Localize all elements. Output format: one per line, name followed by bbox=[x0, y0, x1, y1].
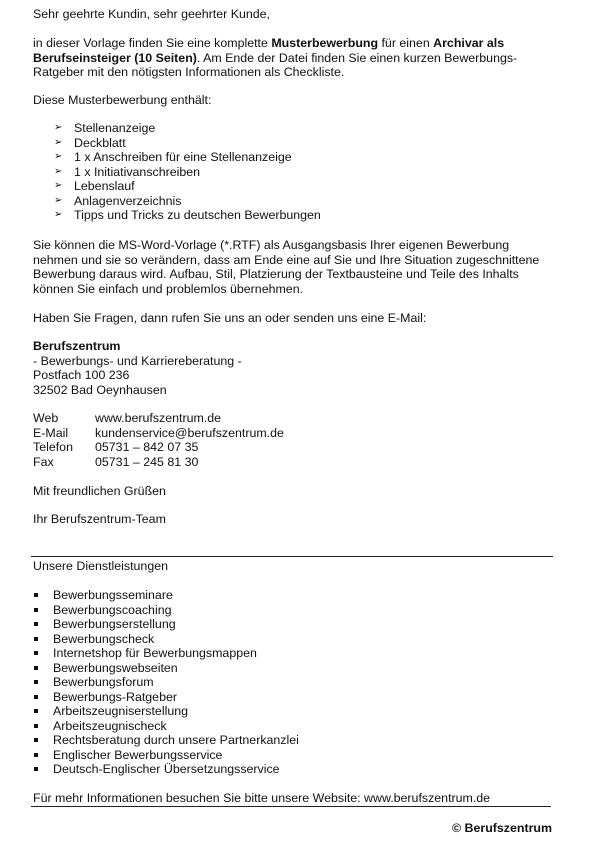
website-note: Für mehr Informationen besuchen Sie bitte unsere Website: www.berufszentrum.de bbox=[33, 791, 491, 805]
list-item bbox=[33, 690, 299, 705]
intro-text: . Am Ende der Datei finden Sie einen kurzen Bewerbungs- bbox=[196, 50, 518, 65]
list-item-text: 1 x Initiativanschreiben bbox=[74, 164, 201, 179]
arrow-bullet-icon: ➢ bbox=[54, 165, 63, 177]
company-name: Berufszentrum bbox=[33, 339, 121, 353]
list-item-text: Anlagenverzeichnis bbox=[74, 193, 182, 208]
list-item bbox=[54, 179, 321, 194]
closing: Mit freundlichen Grüßen bbox=[33, 484, 166, 498]
square-bullet-icon bbox=[34, 767, 38, 771]
list-item-text: 1 x Anschreiben für eine Stellenanzeige bbox=[74, 150, 292, 164]
contact-label: Telefon bbox=[33, 440, 73, 454]
list-item-text: Deckblatt bbox=[74, 135, 126, 150]
arrow-bullet-icon: ➢ bbox=[54, 209, 63, 220]
questions-line: Haben Sie Fragen, dann rufen Sie uns an oder senden uns eine E-Mail: bbox=[33, 311, 427, 325]
arrow-bullet-icon: ➢ bbox=[54, 180, 63, 191]
web-link[interactable]: www.berufszentrum.de bbox=[95, 411, 222, 425]
square-bullet-icon bbox=[34, 709, 38, 713]
list-item-text: Tipps und Tricks zu deutschen Bewerbungen bbox=[74, 208, 321, 222]
greeting: Sehr geehrte Kundin, sehr geehrter Kunde, bbox=[33, 7, 270, 21]
list-item bbox=[33, 719, 299, 734]
list-item-text: Arbeitszeugniserstellung bbox=[53, 704, 188, 718]
list-item bbox=[33, 704, 299, 719]
arrow-bullet-icon: ➢ bbox=[54, 122, 63, 133]
list-item bbox=[33, 617, 299, 632]
square-bullet-icon bbox=[34, 724, 38, 728]
square-bullet-icon bbox=[34, 608, 38, 612]
contents-heading: Diese Musterbewerbung enthält: bbox=[33, 93, 212, 107]
company-tagline: - Bewerbungs- und Karriereberatung - bbox=[33, 353, 242, 368]
list-item-text: Bewerbungscheck bbox=[53, 631, 155, 646]
list-item-text: Lebenslauf bbox=[74, 179, 135, 193]
list-item-text: Stellenanzeige bbox=[74, 121, 156, 135]
list-item-text: Bewerbungsseminare bbox=[53, 588, 173, 602]
list-item-text: Bewerbungs-Ratgeber bbox=[53, 689, 177, 704]
footer-brand: © Berufszentrum bbox=[451, 821, 552, 835]
contact-label: Fax bbox=[33, 454, 54, 469]
intro-text: für einen bbox=[378, 36, 434, 50]
arrow-bullet-icon: ➢ bbox=[54, 194, 63, 206]
list-item bbox=[33, 661, 299, 676]
list-item-text: Arbeitszeugnischeck bbox=[53, 718, 167, 733]
rtf-line-2: nehmen und sie so verändern, dass am Ende eine auf Sie und Ihre Situation zugeschnittene bbox=[33, 252, 540, 267]
services-heading: Unsere Dienstleistungen bbox=[33, 559, 168, 573]
square-bullet-icon bbox=[34, 637, 38, 641]
intro-line-2 bbox=[33, 51, 517, 66]
list-item-text: Bewerbungswebseiten bbox=[53, 660, 178, 675]
list-item bbox=[54, 150, 321, 165]
list-item bbox=[54, 136, 321, 151]
list-item bbox=[33, 588, 299, 603]
section-divider bbox=[31, 556, 553, 557]
contact-label: E-Mail bbox=[33, 425, 69, 440]
list-item bbox=[33, 632, 299, 647]
square-bullet-icon bbox=[34, 666, 38, 670]
list-item bbox=[54, 165, 321, 180]
rtf-line-1: Sie können die MS-Word-Vorlage (*.RTF) als Ausgangsbasis Ihrer eigenen Bewerbung bbox=[33, 238, 510, 252]
list-item-text: Englischer Bewerbungsservice bbox=[53, 747, 223, 762]
list-item bbox=[33, 762, 299, 777]
rtf-line-3: Bewerbung daraus wird. Aufbau, Stil, Platzierung der Textbausteine und Teile des Inhalts bbox=[33, 267, 519, 281]
contact-label: Web bbox=[33, 411, 59, 425]
arrow-bullet-icon: ➢ bbox=[54, 151, 63, 162]
list-item-text: Internetshop für Bewerbungsmappen bbox=[53, 646, 257, 660]
square-bullet-icon bbox=[34, 753, 38, 757]
fax-number: 05731 – 245 81 30 bbox=[95, 454, 199, 469]
list-item bbox=[33, 646, 299, 661]
list-item-text: Bewerbungscoaching bbox=[53, 602, 172, 617]
list-item-text: Rechtsberatung durch unsere Partnerkanzlei bbox=[53, 733, 299, 747]
square-bullet-icon bbox=[34, 680, 38, 684]
intro-bold-berufseinsteiger: Berufseinsteiger (10 Seiten) bbox=[33, 50, 197, 65]
intro-line-3: Ratgeber mit den nötigsten Informationen als Checkliste. bbox=[33, 65, 345, 79]
signature: Ihr Berufszentrum-Team bbox=[33, 512, 166, 526]
intro-bold-musterbewerbung: Musterbewerbung bbox=[271, 36, 379, 50]
phone-number: 05731 – 842 07 35 bbox=[95, 440, 199, 454]
square-bullet-icon bbox=[34, 622, 38, 626]
list-item bbox=[33, 603, 299, 618]
list-item bbox=[54, 208, 321, 223]
list-item-text: Bewerbungserstellung bbox=[53, 617, 176, 631]
postbox: Postfach 100 236 bbox=[33, 368, 130, 382]
arrow-bullet-icon: ➢ bbox=[54, 136, 63, 148]
city: 32502 Bad Oeynhausen bbox=[33, 382, 167, 397]
services-list bbox=[33, 588, 299, 777]
list-item-text: Bewerbungsforum bbox=[53, 675, 154, 689]
square-bullet-icon bbox=[34, 695, 38, 699]
list-item bbox=[33, 675, 299, 690]
list-item-text: Deutsch-Englischer Übersetzungsservice bbox=[53, 762, 280, 776]
square-bullet-icon bbox=[34, 738, 38, 742]
square-bullet-icon bbox=[34, 651, 38, 655]
footer-divider bbox=[31, 806, 551, 807]
list-item bbox=[54, 194, 321, 209]
list-item bbox=[33, 733, 299, 748]
square-bullet-icon bbox=[34, 593, 38, 597]
email-link[interactable]: kundenservice@berufszentrum.de bbox=[95, 425, 284, 440]
intro-bold-archivar: Archivar als bbox=[433, 36, 505, 50]
intro-line-1 bbox=[33, 36, 504, 51]
list-item bbox=[33, 748, 299, 763]
intro-text: in dieser Vorlage finden Sie eine komplette bbox=[33, 36, 272, 50]
list-item bbox=[54, 121, 321, 136]
rtf-line-4: können Sie einfach und problemlos übernehmen. bbox=[33, 281, 304, 296]
contents-list bbox=[54, 121, 321, 223]
